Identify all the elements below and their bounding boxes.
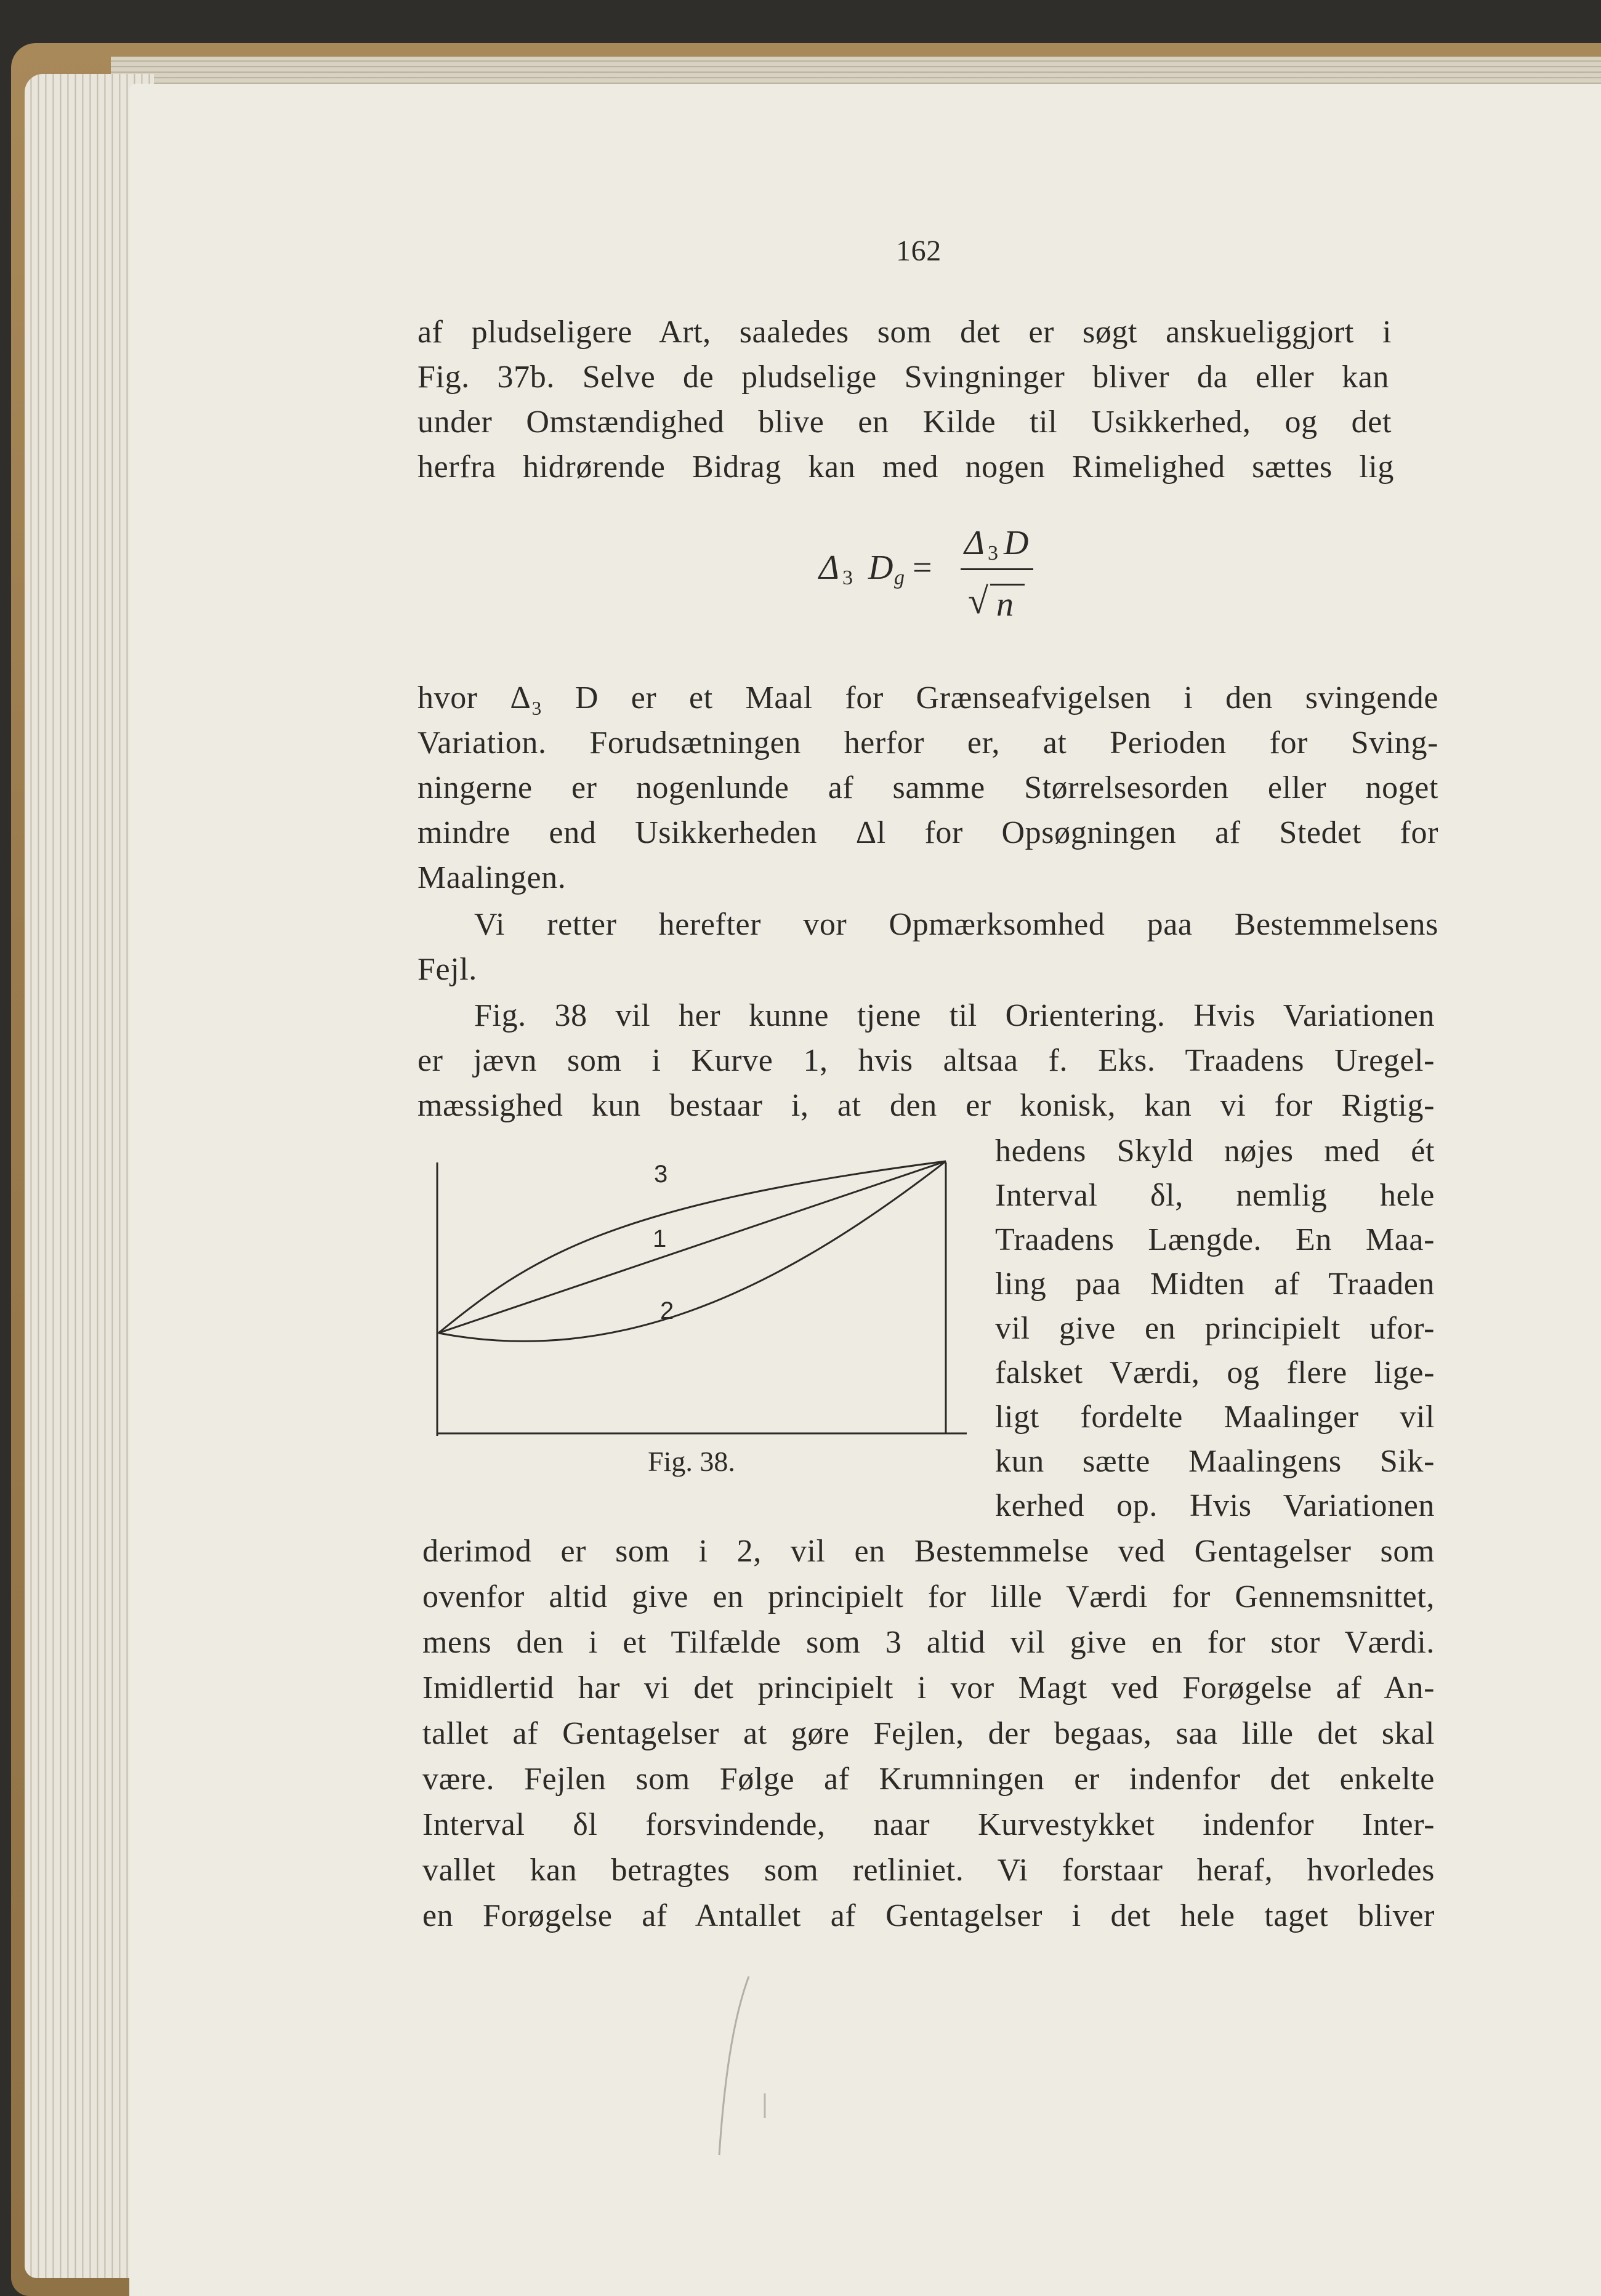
- paragraph-2-line-3: ningerne er nogenlunde af samme Størrelsesorden eller noget: [417, 770, 1438, 805]
- paragraph-1-line-3: under Omstændighed blive en Kilde til Usikkerhed, og det: [417, 405, 1392, 440]
- curve-2: [438, 1161, 946, 1341]
- paragraph-4-side-line-8: kun sætte Maalingens Sik-: [995, 1444, 1435, 1479]
- formula-num-d: D: [1004, 524, 1029, 562]
- curve-label-2: 2: [660, 1297, 674, 1324]
- paragraph-2-line-1: hvor Δ₃ D er et Maal for Grænseafvigelsen i den svingende: [417, 680, 1438, 715]
- curve-label-1: 1: [653, 1225, 667, 1252]
- paragraph-4-side-line-6: falsket Værdi, og flere lige-: [995, 1355, 1435, 1390]
- paragraph-4-side-line-1: hedens Skyld nøjes med ét: [995, 1134, 1435, 1169]
- page-number: 162: [896, 235, 942, 267]
- paragraph-4-side-line-2: Interval δl, nemlig hele: [995, 1178, 1435, 1213]
- paragraph-4-line-1: Fig. 38 vil her kunne tjene til Orientering. Hvis Variationen: [474, 998, 1435, 1033]
- paragraph-2-line-5: Maalingen.: [417, 860, 567, 895]
- paragraph-3-line-1: Vi retter herefter vor Opmærksomhed paa Bestemmelsens: [474, 907, 1438, 942]
- paragraph-4-side-line-9: kerhed op. Hvis Variationen: [995, 1488, 1435, 1523]
- paragraph-4-tail-line-1: derimod er som i 2, vil en Bestemmelse ved Gentagelser som: [422, 1534, 1435, 1569]
- paragraph-1-line-1: af pludseligere Art, saaledes som det er søgt anskueliggjort i: [417, 315, 1392, 350]
- paragraph-4-tail-line-5: tallet af Gentagelser at gøre Fejlen, der begaas, saa lille det skal: [422, 1716, 1435, 1751]
- paragraph-3-line-2: Fejl.: [417, 952, 477, 987]
- formula-equals: =: [913, 549, 932, 587]
- formula-lhs-delta: Δ: [819, 549, 839, 587]
- pencil-mark: [708, 1970, 782, 2167]
- paragraph-4-tail-line-9: en Forøgelse af Antallet af Gentagelser i det hele taget bliver: [422, 1898, 1435, 1933]
- paragraph-4-side-line-3: Traadens Længde. En Maa-: [995, 1222, 1435, 1257]
- paragraph-4-side-line-4: ling paa Midten af Traaden: [995, 1267, 1435, 1302]
- curve-label-3: 3: [654, 1161, 668, 1188]
- paragraph-4-tail-line-3: mens den i et Tilfælde som 3 altid vil give en for stor Værdi.: [422, 1625, 1435, 1660]
- paragraph-2-line-2: Variation. Forudsætningen herfor er, at Perioden for Sving-: [417, 725, 1438, 760]
- formula-num-delta: Δ: [964, 524, 985, 562]
- formula-num-subscript: 3: [988, 542, 998, 565]
- paragraph-2-line-4: mindre end Usikkerheden Δl for Opsøgningen af Stedet for: [417, 815, 1438, 850]
- figure-38: [431, 1151, 973, 1441]
- paragraph-4-tail-line-7: Interval δl forsvindende, naar Kurvestykket indenfor Inter-: [422, 1807, 1435, 1842]
- formula-sqrt-sign: √: [968, 581, 988, 621]
- formula-lhs-d: D: [868, 549, 893, 587]
- paragraph-1-line-2: Fig. 37b. Selve de pludselige Svingninger bliver da eller kan: [417, 360, 1389, 395]
- paragraph-4-line-3: mæssighed kun bestaar i, at den er konisk, kan vi for Rigtig-: [417, 1088, 1435, 1123]
- paragraph-4-line-2: er jævn som i Kurve 1, hvis altsaa f. Eks. Traadens Uregel-: [417, 1043, 1435, 1078]
- paragraph-4-tail-line-6: være. Fejlen som Følge af Krumningen er indenfor det enkelte: [422, 1762, 1435, 1797]
- formula-lhs-d-subscript: g: [894, 566, 905, 589]
- paragraph-4-tail-line-4: Imidlertid har vi det principielt i vor Magt ved Forøgelse af An-: [422, 1670, 1435, 1706]
- paragraph-4-tail-line-8: vallet kan betragtes som retliniet. Vi forstaar heraf, hvorledes: [422, 1853, 1435, 1888]
- curve-1: [438, 1161, 946, 1333]
- formula-block: [819, 523, 1041, 634]
- figure-caption: Fig. 38.: [648, 1446, 735, 1477]
- fraction-bar: [961, 568, 1033, 570]
- formula-den-n: n: [996, 586, 1014, 624]
- formula-lhs-subscript: 3: [842, 566, 853, 589]
- paragraph-1-line-4: herfra hidrørende Bidrag kan med nogen Rimelighed sættes lig: [417, 449, 1394, 485]
- paragraph-4-tail-line-2: ovenfor altid give en principielt for lille Værdi for Gennemsnittet,: [422, 1579, 1435, 1614]
- paragraph-4-side-line-5: vil give en principielt ufor-: [995, 1311, 1435, 1346]
- paragraph-4-side-line-7: ligt fordelte Maalinger vil: [995, 1400, 1435, 1435]
